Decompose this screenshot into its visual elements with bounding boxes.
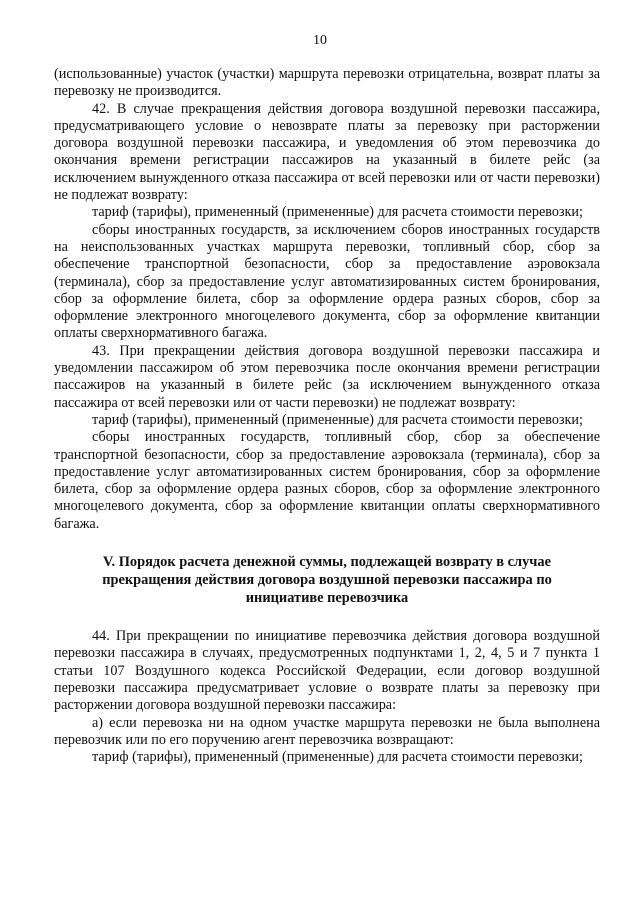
section-heading: V. Порядок расчета денежной суммы, подлежащей возврату в случае прекращения действия договора воздушной перевозки пассажира по инициативе перевозчика <box>102 554 552 607</box>
document-body <box>54 66 600 766</box>
paragraph-item-44: 44. При прекращении по инициативе перевозчика действия договора воздушной перевозки пассажира в случаях, предусмотренных подпунктами 1, 2, 4, 5 и 7 пункта 1 статьи 107 Воздушного кодекса Российской Федерации, если договор воздушной перевозки пассажира предусматривает условие о возврате платы за перевозку при расторжении договора воздушной перевозки пассажира: <box>54 628 600 714</box>
paragraph-fees-43: сборы иностранных государств, топливный сбор, сбор за обеспечение транспортной безопасности, сбор за предоставление аэровокзала (терминала), сбор за предоставление услуг автоматизированных систем бронирования, сбор за оформление билета, сбор за оформление ордера разных сборов, сбор за оформление электронного многоцелевого документа, сбор за оформление квитанции оплаты сверхнормативного багажа. <box>54 429 600 532</box>
paragraph-continuation: (использованные) участок (участки) маршрута перевозки отрицательна, возврат платы за перевозку не производится. <box>54 66 600 100</box>
paragraph-fees-42: сборы иностранных государств, за исключением сборов иностранных государств на неиспользованных участках маршрута перевозки, топливный сбор, сбор за обеспечение транспортной безопасности, сбор за предоставление аэровокзала (терминала), сбор за предоставление услуг автоматизированных систем бронирования, сбор за оформление билета, сбор за оформление ордера разных сборов, сбор за оформление электронного многоцелевого документа, сбор за оформление квитанции оплаты сверхнормативного багажа. <box>54 221 600 342</box>
paragraph-item-43: 43. При прекращении действия договора воздушной перевозки пассажира и уведомлении пассажиром об этом перевозчика после окончания времени регистрации пассажиров на указанный в билете рейс (за исключением вынужденного отказа пассажира от всей перевозки или от части перевозки) не подлежат возврату: <box>54 342 600 411</box>
paragraph-subitem-a: а) если перевозка ни на одном участке маршрута перевозки не была выполнена перевозчик или по его поручению агент перевозчика возвращают: <box>54 714 600 748</box>
paragraph-tariff-42: тариф (тарифы), примененный (примененные) для расчета стоимости перевозки; <box>92 204 583 221</box>
paragraph-item-42: 42. В случае прекращения действия договора воздушной перевозки пассажира, предусматривающего условие о невозврате платы за перевозку при расторжении договора воздушной перевозки пассажира, и уведомления об этом перевозчика до окончания времени регистрации пассажиров на указанный в билете рейс (за исключением вынужденного отказа пассажира от всей перевозки или от части перевозки) не подлежат возврату: <box>54 100 600 204</box>
paragraph-tariff-44: тариф (тарифы), примененный (примененные) для расчета стоимости перевозки; <box>92 749 583 766</box>
paragraph-tariff-43: тариф (тарифы), примененный (примененные) для расчета стоимости перевозки; <box>92 411 583 428</box>
page-number: 10 <box>313 33 327 48</box>
